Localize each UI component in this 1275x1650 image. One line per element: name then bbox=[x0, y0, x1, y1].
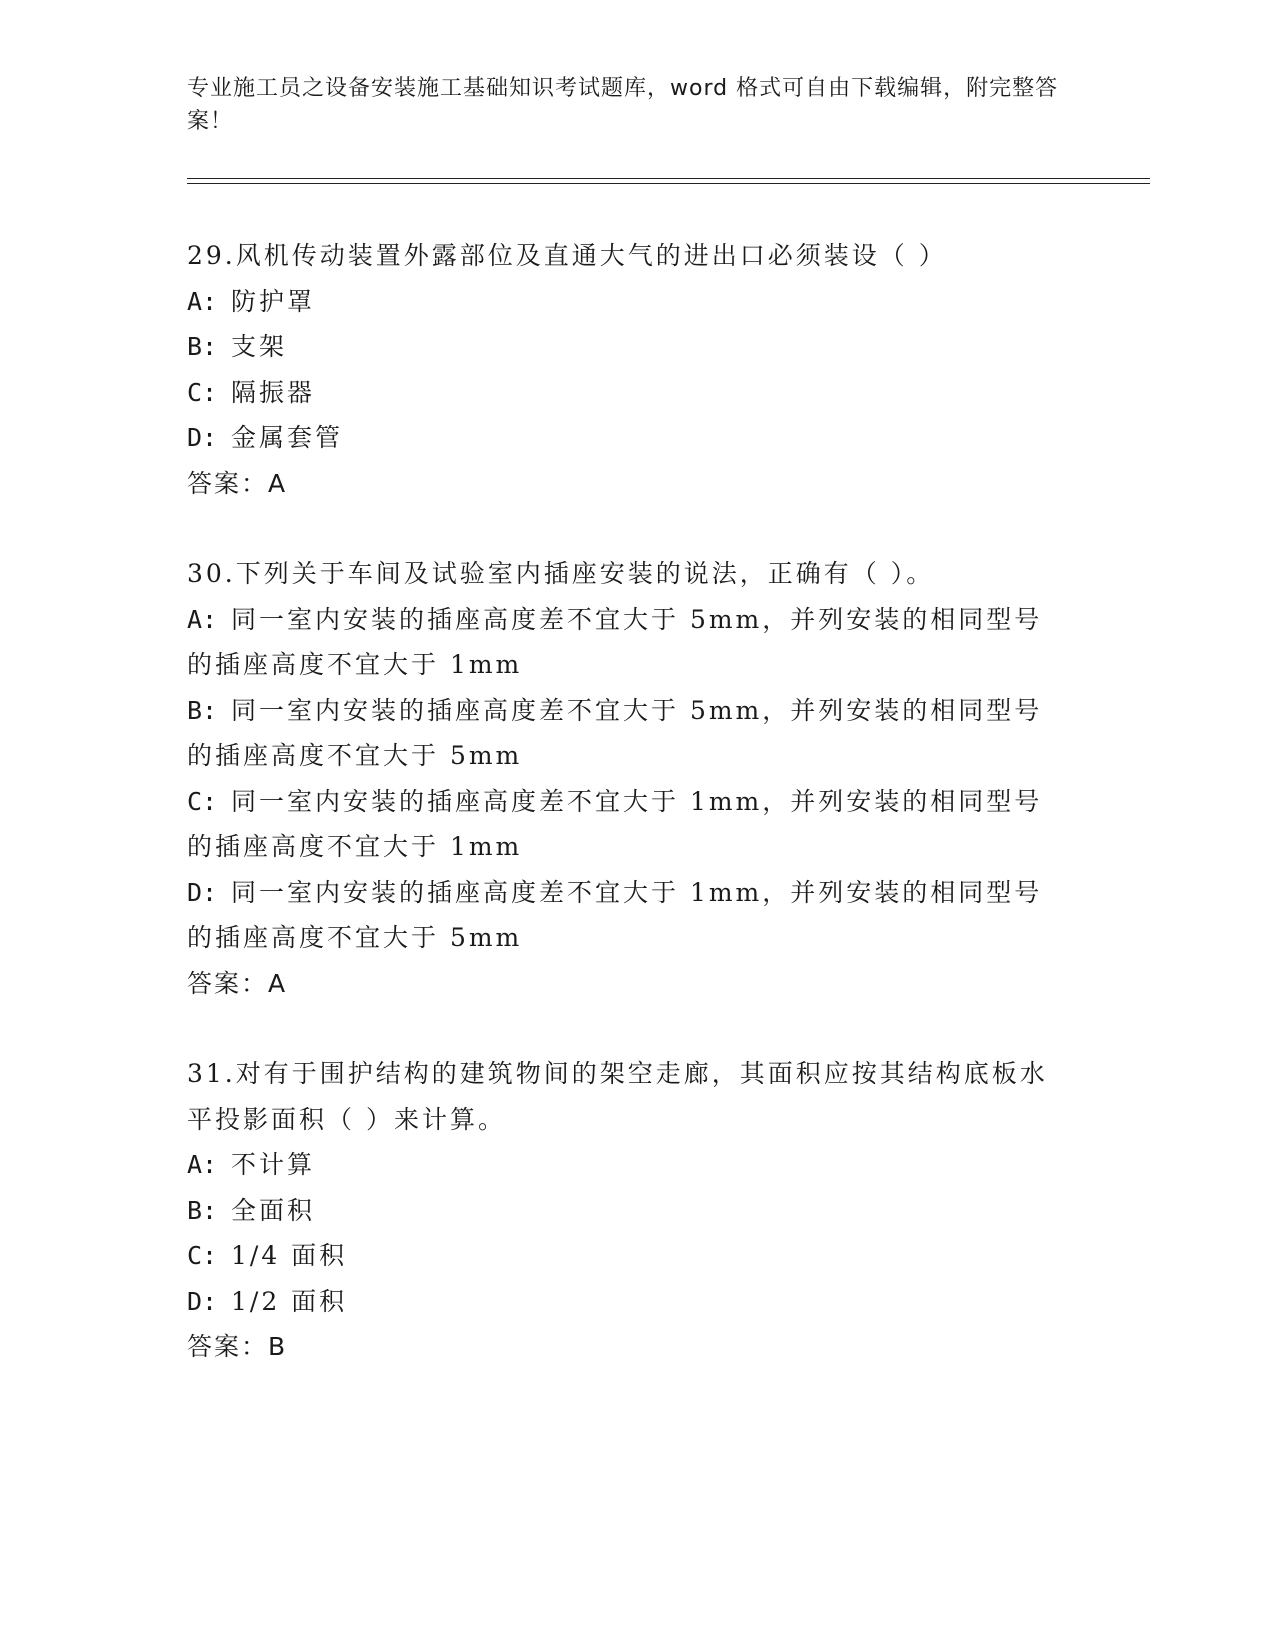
option-a bbox=[187, 279, 1067, 325]
option-label: C: bbox=[187, 377, 218, 407]
answer-line: 答案：B bbox=[187, 1332, 288, 1361]
option-label: D: bbox=[187, 423, 218, 452]
question-stem: 31.对有于围护结构的建筑物间的架空走廊，其面积应按其结构底板水平投影面积（ ）来计算。 bbox=[187, 1059, 1048, 1134]
question-31 bbox=[187, 1051, 1067, 1370]
option-c bbox=[187, 370, 1067, 416]
option-b bbox=[187, 324, 1067, 370]
option-text: 全面积 bbox=[231, 1195, 316, 1225]
option-text: 隔振器 bbox=[231, 377, 316, 407]
option-b bbox=[187, 688, 1067, 779]
option-c bbox=[187, 779, 1067, 870]
option-label: C: bbox=[187, 1241, 218, 1270]
option-a bbox=[187, 597, 1067, 688]
question-29 bbox=[187, 233, 1067, 506]
option-text: 同一室内安装的插座高度差不宜大于 1mm，并列安装的相同型号的插座高度不宜大于 5mm bbox=[187, 877, 1043, 952]
option-label: B: bbox=[187, 332, 218, 361]
document-header: 专业施工员之设备安装施工基础知识考试题库，word 格式可自由下载编辑，附完整答案！ bbox=[187, 76, 1059, 134]
option-text: 金属套管 bbox=[231, 423, 344, 452]
option-text: 1/4 面积 bbox=[231, 1241, 348, 1270]
option-label: B: bbox=[187, 695, 218, 725]
option-label: A: bbox=[187, 1150, 218, 1179]
answer-line: 答案：A bbox=[187, 968, 288, 998]
option-label: A: bbox=[187, 604, 218, 634]
question-stem: 30.下列关于车间及试验室内插座安装的说法，正确有（ ）。 bbox=[187, 559, 935, 588]
option-text: 支架 bbox=[231, 332, 288, 361]
header-divider-bottom bbox=[187, 183, 1150, 184]
option-label: D: bbox=[187, 1286, 218, 1316]
option-d bbox=[187, 1279, 1067, 1325]
option-c bbox=[187, 1233, 1067, 1279]
option-text: 同一室内安装的插座高度差不宜大于 5mm，并列安装的相同型号的插座高度不宜大于 5mm bbox=[187, 695, 1043, 770]
header-divider-top bbox=[187, 178, 1150, 179]
option-label: D: bbox=[187, 877, 218, 907]
option-text: 同一室内安装的插座高度差不宜大于 5mm，并列安装的相同型号的插座高度不宜大于 1mm bbox=[187, 604, 1043, 679]
option-label: B: bbox=[187, 1195, 218, 1225]
option-label: C: bbox=[187, 786, 218, 816]
option-d bbox=[187, 870, 1067, 961]
option-label: A: bbox=[187, 286, 218, 316]
question-stem: 29.风机传动装置外露部位及直通大气的进出口必须装设（ ） bbox=[187, 241, 947, 270]
option-a bbox=[187, 1142, 1067, 1188]
answer-line: 答案：A bbox=[187, 468, 288, 498]
option-text: 同一室内安装的插座高度差不宜大于 1mm，并列安装的相同型号的插座高度不宜大于 1mm bbox=[187, 786, 1043, 861]
question-30 bbox=[187, 551, 1067, 1006]
option-text: 不计算 bbox=[231, 1150, 316, 1179]
option-text: 防护罩 bbox=[231, 286, 316, 316]
option-d bbox=[187, 415, 1067, 461]
option-text: 1/2 面积 bbox=[231, 1286, 348, 1316]
option-b bbox=[187, 1188, 1067, 1234]
